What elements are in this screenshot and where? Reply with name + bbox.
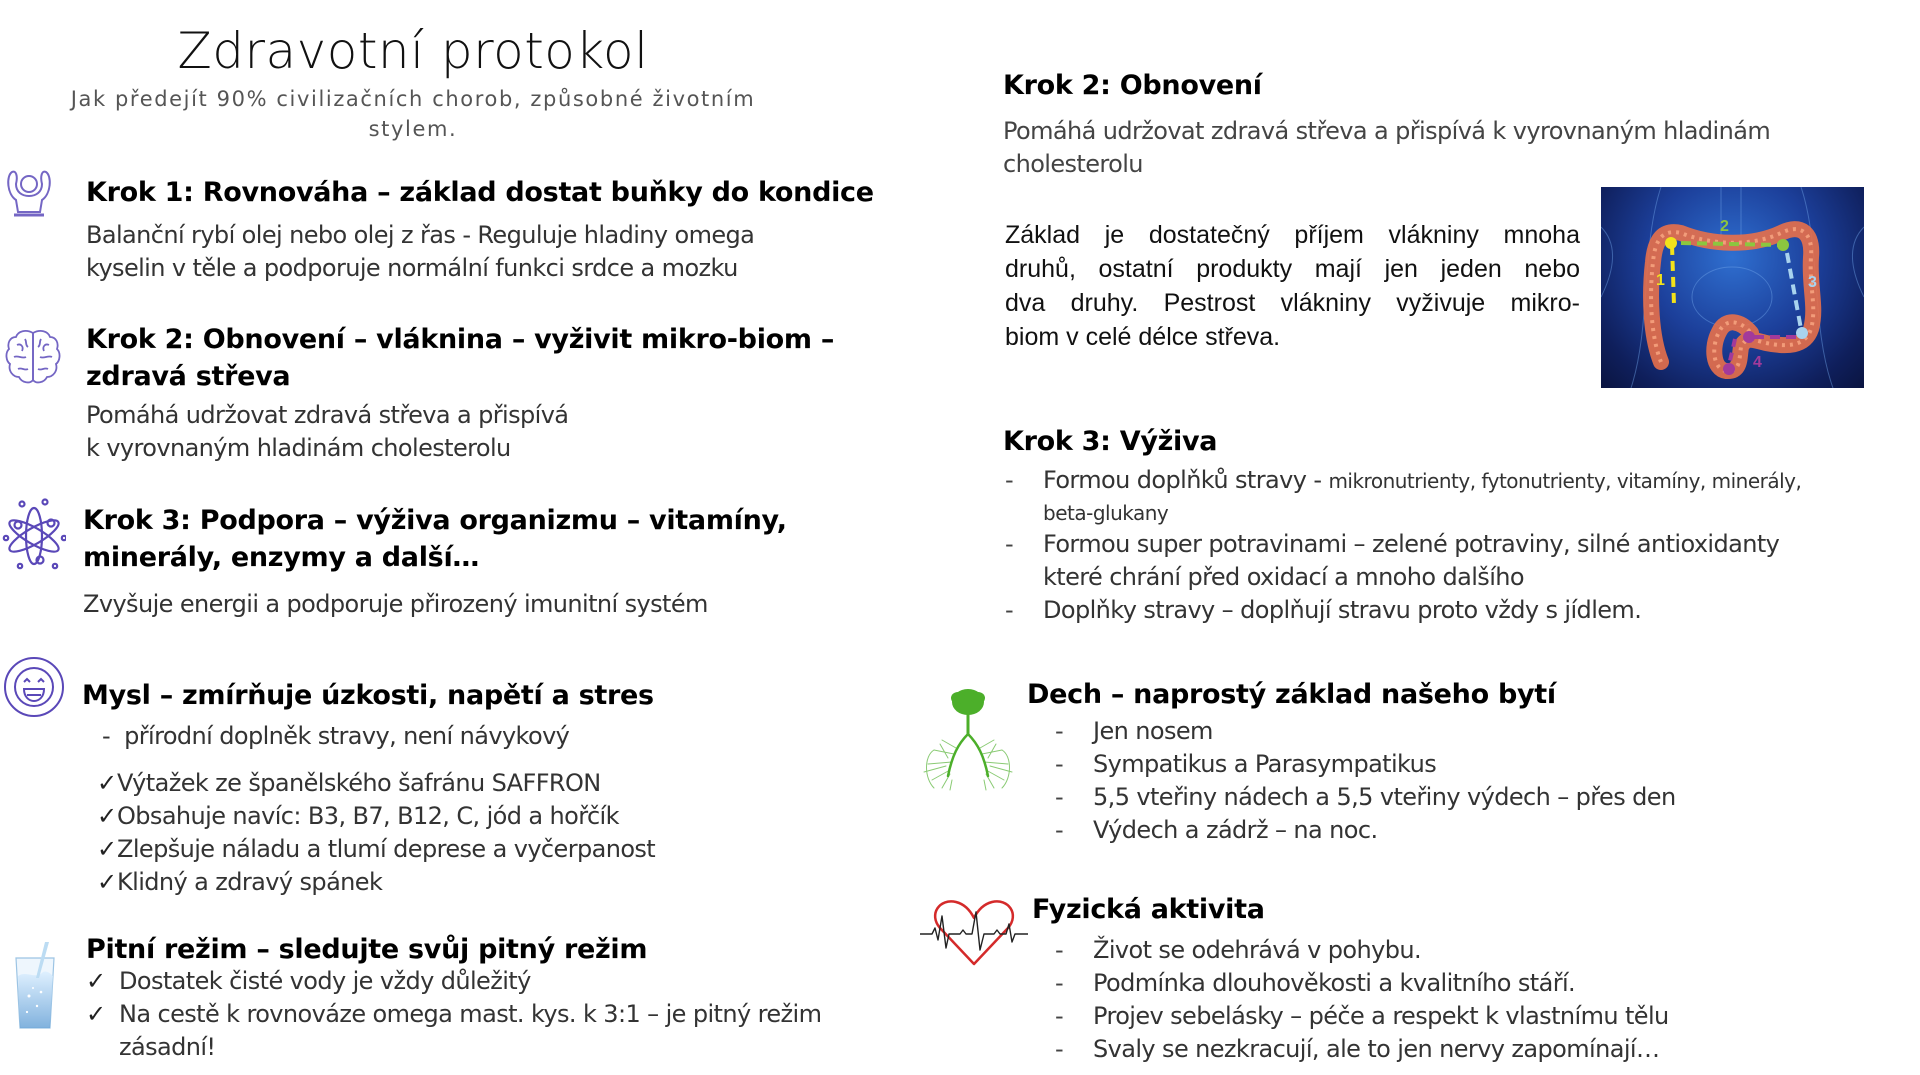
list-item (1005, 464, 1905, 528)
list-item (1055, 748, 1676, 781)
item-detail: beta-glukany (1043, 501, 1169, 525)
krok3-list (1005, 464, 1905, 627)
fyzicka-heading: Fyzická aktivita (1032, 894, 1265, 925)
item-text: Formou super potravinami – zelené potraviny, silné antioxidanty (1043, 530, 1780, 558)
heading-line: Krok 2: Obnovení – vláknina – vyživit mikro-biom – (86, 324, 835, 355)
check-icon: ✓ (97, 802, 117, 830)
heading-line: Krok 3: Podpora – výživa organizmu – vitamíny, (83, 505, 787, 536)
item-detail: mikronutrienty, fytonutrienty, vitamíny, minerály, (1328, 469, 1802, 493)
list-item (86, 1031, 821, 1064)
dech-heading: Dech – naprostý základ našeho bytí (1027, 679, 1556, 710)
body-line: k vyrovnaným hladinám cholesterolu (86, 434, 511, 462)
krok1-heading: Krok 1: Rovnováha – základ dostat buňky do kondice (86, 177, 874, 208)
list-item (1055, 1033, 1669, 1066)
dash-marker: - (1005, 530, 1014, 558)
dash-marker: - (1055, 750, 1064, 778)
heading-line: minerály, enzymy a další… (83, 542, 480, 573)
item-text: které chrání před oxidací a mnoho dalšího (1043, 563, 1524, 591)
dash-marker: - (102, 722, 111, 750)
body-line: Balanční rybí olej nebo olej z řas - Reguluje hladiny omega (86, 221, 755, 249)
list-item (86, 965, 821, 998)
list-item (1055, 1000, 1669, 1033)
list-item (1055, 934, 1669, 967)
paragraph-line: biom v celé délce střeva. (1005, 323, 1281, 351)
item-text: Projev sebelásky – péče a respekt k vlastnímu tělu (1093, 1002, 1669, 1030)
item-text: Jen nosem (1093, 717, 1213, 745)
dash-marker: - (1005, 466, 1014, 494)
item-text: Formou doplňků stravy - (1043, 466, 1329, 494)
list-item (97, 767, 655, 800)
item-text: Dostatek čisté vody je vždy důležitý (119, 967, 531, 995)
body-line: cholesterolu (1003, 150, 1143, 178)
list-item (86, 998, 821, 1031)
colon-diagram-image (1601, 187, 1864, 388)
item-text: Výtažek ze španělského šafránu SAFFRON (117, 769, 601, 797)
atom-icon (2, 496, 66, 572)
dash-marker: - (1055, 1002, 1064, 1030)
item-text: Podmínka dlouhověkosti a kvalitního stáří. (1093, 969, 1576, 997)
fiber-paragraph (1005, 218, 1580, 354)
paragraph-line: dva druhy. Pestrost vlákniny vyživuje mikro- (1005, 289, 1580, 317)
fyzicka-list (1055, 934, 1669, 1066)
raised-hands-icon (4, 166, 54, 222)
list-item (97, 866, 655, 899)
subtitle-line: Jak předejít 90% civilizačních chorob, způsobné životním (70, 87, 756, 111)
list-item (1055, 814, 1676, 847)
krok3-body: Zvyšuje energii a podporuje přirozený imunitní systém (83, 590, 708, 618)
item-text: Sympatikus a Parasympatikus (1093, 750, 1437, 778)
svg-text:3: 3 (1808, 274, 1817, 291)
item-text: Život se odehrává v pohybu. (1093, 936, 1421, 964)
list-item (1005, 528, 1905, 594)
list-item (97, 800, 655, 833)
krok2-heading (86, 321, 834, 395)
right-krok2-heading: Krok 2: Obnovení (1003, 70, 1262, 101)
item-text: Svaly se nezkracují, ale to jen nervy zapomínají… (1093, 1035, 1660, 1063)
mysl-check-list (97, 767, 655, 899)
krok3-heading (83, 502, 787, 576)
body-line: kyselin v těle a podporuje normální funkci srdce a mozku (86, 254, 738, 282)
brain-icon (4, 327, 62, 387)
heading-line: zdravá střeva (86, 361, 291, 392)
check-icon: ✓ (86, 967, 106, 995)
list-item (1055, 715, 1676, 748)
item-text: 5,5 vteřiny nádech a 5,5 vteřiny výdech – přes den (1093, 783, 1676, 811)
dash-marker: - (1005, 596, 1014, 624)
check-icon: ✓ (97, 769, 117, 797)
pitni-heading: Pitní režim – sledujte svůj pitný režim (86, 934, 648, 965)
pitni-check-list (86, 965, 821, 1064)
item-text: Zlepšuje náladu a tlumí deprese a vyčerpanost (117, 835, 656, 863)
dash-marker: - (1055, 816, 1064, 844)
item-text: zásadní! (119, 1033, 216, 1061)
dash-marker: - (1055, 936, 1064, 964)
right-krok2-body (1003, 115, 1770, 181)
smiley-icon (3, 655, 65, 719)
right-krok3-heading: Krok 3: Výživa (1003, 426, 1218, 457)
item-text: Doplňky stravy – doplňují stravu proto vždy s jídlem. (1043, 596, 1642, 624)
dash-marker: - (1055, 783, 1064, 811)
list-item (1055, 967, 1669, 1000)
svg-text:4: 4 (1753, 354, 1762, 371)
item-text: Na cestě k rovnováze omega mast. kys. k 3:1 – je pitný režim (119, 1000, 822, 1028)
svg-text:1: 1 (1656, 272, 1665, 289)
list-item (1005, 594, 1905, 627)
paragraph-line: Základ je dostatečný příjem vlákniny mnoha (1005, 221, 1580, 249)
krok2-body (86, 399, 568, 465)
water-glass-icon (13, 940, 57, 1032)
dash-marker: - (1055, 717, 1064, 745)
list-item (1055, 781, 1676, 814)
mysl-heading: Mysl – zmírňuje úzkosti, napětí a stres (82, 680, 654, 711)
item-text: Klidný a zdravý spánek (117, 868, 383, 896)
body-line: Pomáhá udržovat zdravá střeva a přispívá (86, 401, 569, 429)
check-icon: ✓ (97, 835, 117, 863)
check-icon: ✓ (86, 1000, 106, 1028)
paragraph-line: druhů, ostatní produkty mají jen jeden nebo (1005, 255, 1580, 283)
mysl-dash-item (102, 720, 569, 753)
lungs-tree-icon (912, 684, 1024, 794)
dash-marker: - (1055, 1035, 1064, 1063)
item-text: přírodní doplněk stravy, není návykový (124, 722, 570, 750)
dash-marker: - (1055, 969, 1064, 997)
dech-list (1055, 715, 1676, 847)
page-subtitle (40, 84, 786, 144)
krok1-body (86, 219, 754, 285)
heart-pulse-icon (918, 898, 1030, 966)
subtitle-line: stylem. (368, 117, 458, 141)
list-item (97, 833, 655, 866)
item-text: Výdech a zádrž – na noc. (1093, 816, 1378, 844)
check-icon: ✓ (97, 868, 117, 896)
item-text: Obsahuje navíc: B3, B7, B12, C, jód a hořčík (117, 802, 619, 830)
body-line: Pomáhá udržovat zdravá střeva a přispívá k vyrovnaným hladinám (1003, 117, 1771, 145)
page-title: Zdravotní protokol (177, 22, 649, 80)
svg-text:2: 2 (1720, 218, 1729, 235)
